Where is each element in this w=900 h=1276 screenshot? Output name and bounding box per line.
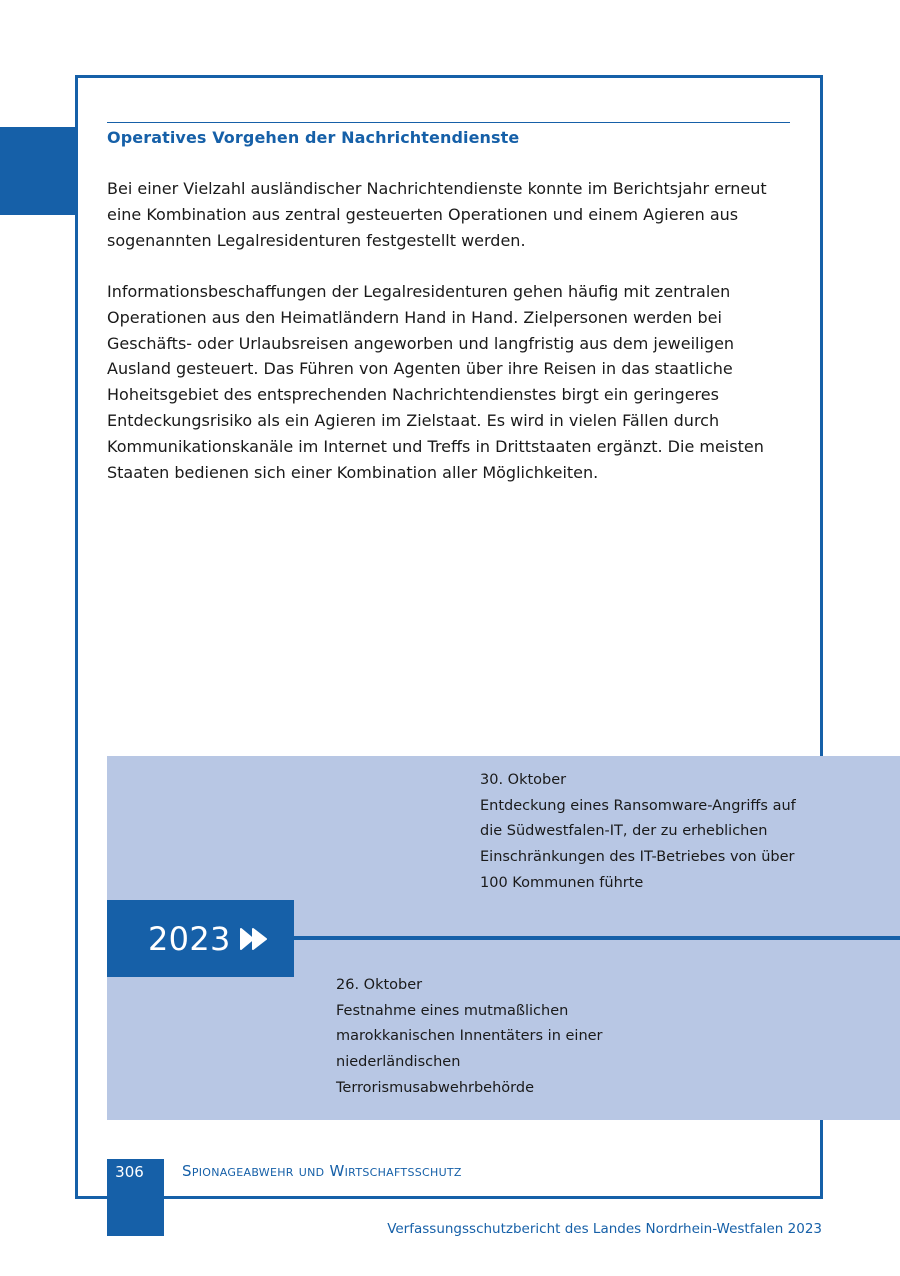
chapter-title: Spionageabwehr und Wirtschaftsschutz	[182, 1162, 462, 1180]
event-date: 30. Oktober	[480, 772, 567, 788]
event-text: Entdeckung eines Ransomware-Angriffs auf die Südwestfalen-IT, der zu erheblichen Einschränkungen des IT-Betriebes von über 100 Kommunen führte	[480, 797, 796, 891]
year-marker	[107, 900, 294, 977]
publication-footer: Verfassungsschutzbericht des Landes Nordrhein-Westfalen 2023	[387, 1221, 822, 1237]
paragraph-1: Bei einer Vielzahl ausländischer Nachrichtendienste konnte im Berichtsjahr erneut eine Kombination aus zentral gesteuerten Operationen und einem Agieren aus sogenannten Legalresidenturen festgestellt werden.	[107, 179, 767, 250]
side-tab-marker	[0, 127, 78, 215]
paragraph-2: Informationsbeschaffungen der Legalresidenturen gehen häufig mit zentralen Operationen aus den Heimatländern Hand in Hand. Zielpersonen werden bei Geschäfts- oder Urlaubsreisen angeworben und langfristig aus dem jeweiligen Ausland gesteuert. Das Führen von Agenten über ihre Reisen in das staatliche Hoheitsgebiet des entsprechenden Nachrichtendienstes birgt ein geringeres Entdeckungsrisiko als ein Agieren im Zielstaat. Es wird in vielen Fällen durch Kommunikationskanäle im Internet und Treffs in Drittstaaten ergänzt. Die meisten Staaten bedienen sich einer Kombination aller Möglichkeiten.	[107, 282, 764, 482]
year-label: 2023	[148, 919, 231, 958]
event-date: 26. Oktober	[336, 977, 423, 993]
timeline-event-1	[480, 768, 810, 897]
page-number: 306	[115, 1163, 144, 1181]
event-text: Festnahme eines mutmaßlichen marokkanischen Innentäters in einer niederländischen Terrorismusabwehrbehörde	[336, 1002, 603, 1096]
fast-forward-icon	[240, 927, 268, 951]
section-heading: Operatives Vorgehen der Nachrichtendienste	[107, 128, 520, 147]
timeline-line	[294, 936, 900, 940]
timeline-event-2	[336, 973, 621, 1102]
heading-rule	[107, 122, 790, 123]
